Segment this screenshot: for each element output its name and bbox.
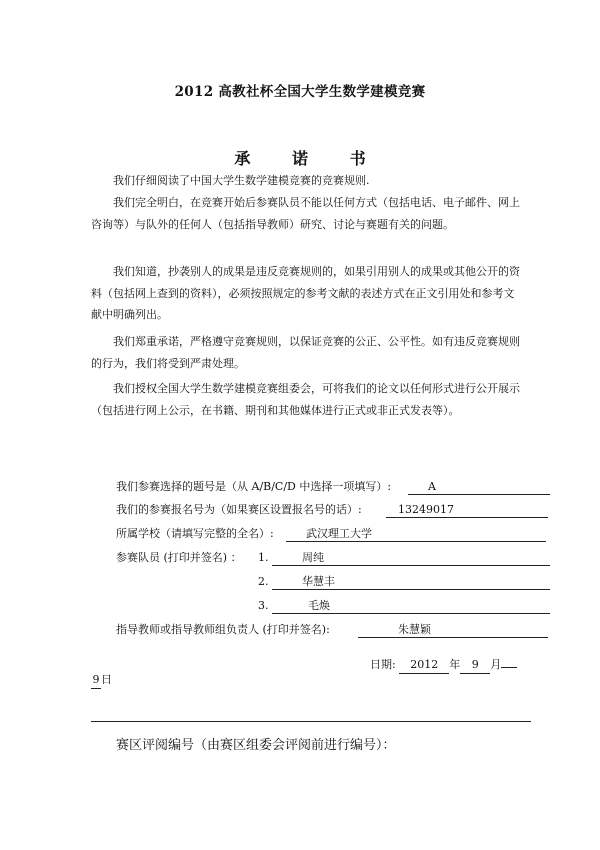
date-label: 日期: [370,658,396,671]
page-title: 2012 高教社杯全国大学生数学建模竞赛 [174,84,426,100]
date-line [370,657,517,674]
paragraph-authorization: 我们授权全国大学生数学建模竞赛组委会，可将我们的论文以任何形式进行公开展示（包括进行网上公示，在书籍、期刊和其他媒体进行正式或非正式发表等）。 [91,382,520,417]
member-number: 2. [258,575,269,588]
registration-field[interactable]: 13249017 [386,502,548,518]
paragraph-plagiarism: 我们知道，抄袭别人的成果是违反竞赛规则的，如果引用别人的成果或其他公开的资料（包括网上查到的资料），必须按照规定的参考文献的表述方式在正文引用处和参考文献中明确列出。 [91,265,520,321]
member-name-field[interactable]: 周纯 [272,550,550,566]
section-divider [91,721,531,722]
date-month-field[interactable]: 9 [460,657,490,674]
problem-label: 我们参赛选择的题号是（从 A/B/C/D 中选择一项填写）: [116,480,392,493]
school-label: 所属学校（请填写完整的全名）: [116,527,274,540]
date-month-unit: 月 [490,658,502,671]
paragraph-pledge: 我们郑重承诺，严格遵守竞赛规则，以保证竞赛的公正、公平性。如有违反竞赛规则的行为，我们将受到严肃处理。 [91,335,520,370]
paragraph-no-outside-contact: 我们完全明白，在竞赛开始后参赛队员不能以任何方式（包括电话、电子邮件、网上咨询等）与队外的任何人（包括指导教师）研究、讨论与赛题有关的问题。 [91,196,520,231]
review-number-label: 赛区评阅编号（由赛区组委会评阅前进行编号）： [116,738,396,753]
member-name-field[interactable]: 华慧丰 [272,574,550,590]
members-label: 参赛队员 (打印并签名) ： [116,551,242,564]
date-day-line [91,672,112,689]
date-year-unit: 年 [449,658,461,671]
problem-field[interactable]: A [408,479,550,495]
advisor-field[interactable]: 朱慧颖 [358,622,548,638]
document-heading: 承 诺 书 [234,149,384,168]
date-day-unit: 日 [101,673,112,686]
member-number: 1. [258,551,269,564]
school-field[interactable]: 武汉理工大学 [286,526,546,542]
member-name-field[interactable]: 毛焕 [272,598,550,614]
date-year-field[interactable]: 2012 [399,657,449,674]
paragraph-rules-read: 我们仔细阅读了中国大学生数学建模竞赛的竞赛规则. [113,174,370,187]
registration-label: 我们的参赛报名号为（如果赛区设置报名号的话）: [116,503,362,516]
date-day-field[interactable]: 9 [91,672,101,689]
advisor-label: 指导教师或指导教师组负责人 (打印并签名): [116,623,330,636]
member-number: 3. [258,599,269,612]
